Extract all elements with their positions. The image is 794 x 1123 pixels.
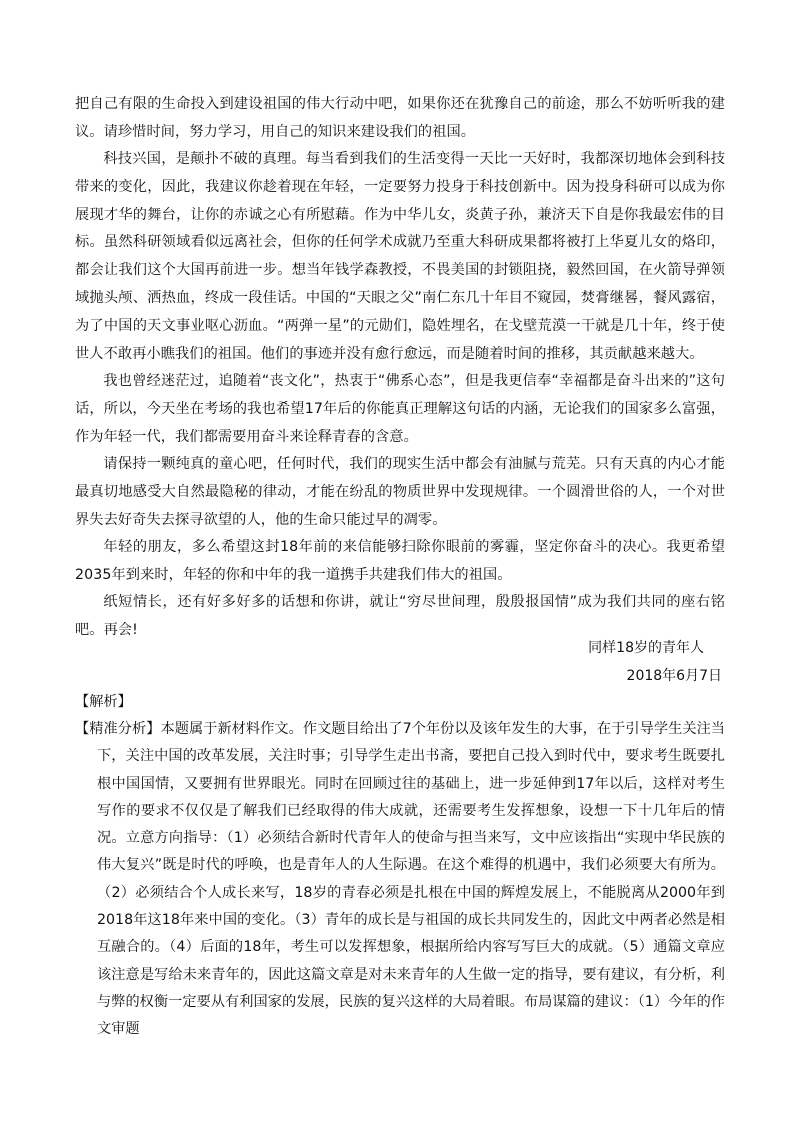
analysis-body: 【精准分析】本题属于新材料作文。作文题目给出了7个年份以及该年发生的大事，在于引导学生关注当下，关注中国的改革发展，关注时事；引导学生走出书斋，要把自己投入到时代中，要求考生既要扎根中国国情，又要拥有世界眼光。同时在回顾过往的基础上，进一步延伸到17年以后，这样对考生写作的要求不仅仅是了解我们已经取得的伟大成就，还需要考生发挥想象，设想一下十几年后的情况。立意方向指导：（1）必须结合新时代青年人的使命与担当来写，文中应该指出“实现中华民族的伟大复兴”既是时代的呼唤，也是青年人的人生际遇。在这个难得的机遇中，我们必须要大有所为。（2）必须结合个人成长来写，18岁的青春必须是扎根在中国的辉煌发展上，不能脱离从2000年到2018年这18年来中国的变化。（3）青年的成长是与祖国的成长共同发生的，因此文中两者必然是相互融合的。（4）后面的18年，考生可以发挥想象，根据所给内容写写巨大的成就。（5）通篇文章应该注意是写给未来青年的，因此这篇文章是对未来青年的人生做一定的指导，要有建议，有分析，利与弊的权衡一定要从有利国家的发展，民族的复兴这样的大局着眼。布局谋篇的建议：（1）今年的作文审题 (75, 721, 725, 1038)
signature-date: 2018年6月7日 (626, 668, 722, 684)
letter-paragraph: 年轻的朋友，多么希望这封18年前的来信能够扫除你眼前的雾霾，坚定你奋斗的决心。我更希望2035年到来时，年轻的你和中年的我一道携手共建我们伟大的祖国。 (75, 539, 725, 583)
letter-paragraph: 请保持一颗纯真的童心吧，任何时代，我们的现实生活中都会有油腻与荒芜。只有天真的内心才能最真切地感受大自然最隐秘的律动，才能在纷乱的物质世界中发现规律。一个圆滑世俗的人，一个对世界失去好奇失去探寻欲望的人，他的生命只能过早的凋零。 (75, 456, 725, 528)
signature-name: 同样18岁的青年人 (588, 640, 704, 656)
letter-paragraph: 把自己有限的生命投入到建设祖国的伟大行动中吧，如果你还在犹豫自己的前途，那么不妨听听我的建议。请珍惜时间，努力学习，用自己的知识来建设我们的祖国。 (75, 96, 725, 140)
analysis-heading: 【解析】 (75, 694, 132, 710)
letter-paragraph: 纸短情长，还有好多好多的话想和你讲，就让“穷尽世间理，殷殷报国情”成为我们共同的座右铭吧。再会! (75, 594, 725, 638)
letter-paragraph: 科技兴国，是颠扑不破的真理。每当看到我们的生活变得一天比一天好时，我都深切地体会到科技带来的变化，因此，我建议你趁着现在年轻，一定要努力投身于科技创新中。因为投身科研可以成为你展现才华的舞台，让你的赤诚之心有所慰藉。作为中华儿女，炎黄子孙，兼济天下自是你我最宏伟的目标。虽然科研领域看似远离社会，但你的任何学术成就乃至重大科研成果都将被打上华夏儿女的烙印，都会让我们这个大国再前进一步。想当年钱学森教授，不畏美国的封锁阻挠，毅然回国，在火箭导弹领域抛头颅、洒热血，终成一段佳话。中国的“天眼之父”南仁东几十年目不窥园，焚膏继晷，餐风露宿，为了中国的天文事业呕心沥血。“两弹一星”的元勋们，隐姓埋名，在戈壁荒漠一干就是几十年，终于使世人不敢再小瞧我们的祖国。他们的事迹并没有愈行愈远，而是随着时间的推移，其贡献越来越大。 (75, 151, 725, 362)
letter-paragraph: 我也曾经迷茫过，追随着“丧文化”，热衷于“佛系心态”，但是我更信奉“幸福都是奋斗出来的”这句话，所以，今天坐在考场的我也希望17年后的你能真正理解这句话的内涵，无论我们的国家多么富强，作为年轻一代，我们都需要用奋斗来诠释青春的含意。 (75, 373, 725, 445)
